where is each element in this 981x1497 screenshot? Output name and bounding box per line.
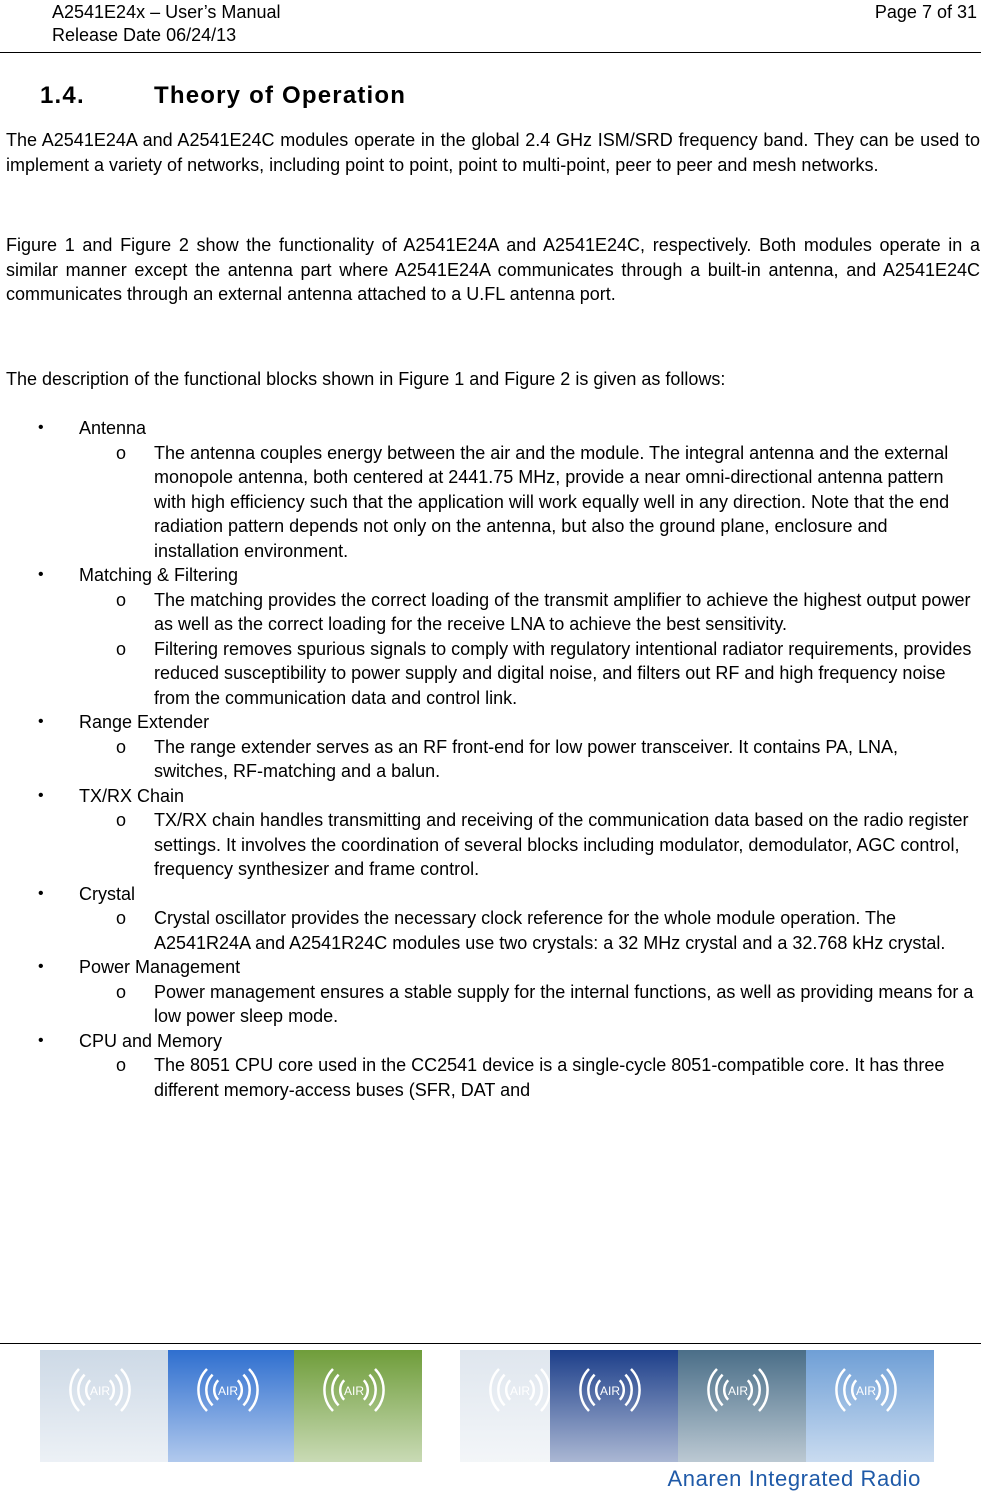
release-date: Release Date 06/24/13 [52, 25, 237, 45]
sub-item [0, 441, 981, 564]
bullet-item [0, 784, 981, 809]
sub-item-text: TX/RX chain handles transmitting and receiving of the communication data based on the radio register settings. It involves the coordination of several blocks including modulator, demodulator, AGC control, frequency synthesizer and frame control. [154, 810, 969, 879]
banner-tile-windsurf [550, 1350, 678, 1462]
paragraph-intro: The A2541E24A and A2541E24C modules operate in the global 2.4 GHz ISM/SRD frequency band. They can be used to implement a variety of networks, including point to point, point to multi-point, peer to peer and mesh networks. [6, 130, 980, 175]
sub-bullet-icon: o [116, 810, 127, 830]
sub-item-text: The 8051 CPU core used in the CC2541 device is a single-cycle 8051-compatible core. It has three different memory-access buses (SFR, DAT and [154, 1055, 945, 1100]
block-name: • Matching & Filtering [79, 565, 239, 585]
banner-tile-kayak [678, 1350, 806, 1462]
block-name: • Power Management [79, 957, 241, 977]
banner-tile-ski [168, 1350, 294, 1462]
sub-bullet-icon: o [116, 981, 127, 1002]
sub-item [0, 588, 981, 637]
section-number: 1.4. [40, 82, 85, 109]
sub-item-text: Crystal oscillator provides the necessary clock reference for the whole module operation. The A2541R24A and A2541R24C modules use two crystals: a 32 MHz crystal and a 32.768 kHz crystal. [154, 908, 946, 953]
paragraph-description: The description of the functional blocks shown in Figure 1 and Figure 2 is given as follows: [6, 369, 726, 389]
sub-item [0, 906, 981, 955]
bullet-item [0, 1029, 981, 1054]
air-badge-label: AIR [217, 1384, 239, 1398]
block-name: • Range Extender [79, 712, 210, 732]
bullet-item [0, 710, 981, 735]
sub-bullet-icon: o [116, 736, 127, 757]
sub-item [0, 735, 981, 784]
air-badge-label: AIR [599, 1384, 621, 1398]
functional-block-list [0, 416, 981, 1102]
sub-item [0, 637, 981, 711]
radio-waves-icon [294, 1350, 422, 1462]
banner-tile-bike [294, 1350, 422, 1462]
paragraph-figures: Figure 1 and Figure 2 show the functionality of A2541E24A and A2541E24C, respectively. Both modules operate in a similar manner except the antenna part where A2541E24A communicates through a built-in antenna, and A2541E24C communicates through an external antenna attached to a U.FL antenna port. [6, 235, 980, 304]
air-badge-label: AIR [343, 1384, 365, 1398]
sub-item-text: Power management ensures a stable supply for the internal functions, as well as providing means for a low power sleep mode. [154, 981, 974, 1026]
sub-item-text: The matching provides the correct loading of the transmit amplifier to achieve the highest output power as well as the correct loading for the receive LNA to achieve the best sensitivity. [154, 589, 971, 634]
sub-bullet-icon: o [116, 589, 127, 610]
sub-item-text: Filtering removes spurious signals to comply with regulatory intentional radiator requirements, provides reduced susceptibility to power supply and digital noise, and filters out RF and high frequency noise from the communication data and control link. [154, 638, 972, 708]
sub-item-text: The antenna couples energy between the air and the module. The integral antenna and the external monopole antenna, both centered at 2441.75 MHz, provide a near omni-directional antenna pattern with high efficiency such that the application will work equally well in any direction. Note that the end radiation pattern depends not only on the antenna, but also the ground plane, enclosure and installation environment. [154, 442, 950, 561]
radio-waves-icon [168, 1350, 294, 1462]
sub-bullet-icon: o [116, 1055, 127, 1075]
page-header [0, 0, 981, 53]
sub-item [0, 1053, 981, 1102]
radio-waves-icon [40, 1350, 168, 1462]
banner-tile-snowboard [40, 1350, 168, 1462]
document-title: A2541E24x – User’s Manual [52, 2, 281, 22]
radio-waves-icon [550, 1350, 678, 1462]
bullet-item [0, 955, 981, 980]
air-badge-label: AIR [509, 1384, 531, 1398]
block-name: • CPU and Memory [79, 1030, 223, 1051]
air-badge-label: AIR [855, 1384, 877, 1398]
sub-item [0, 808, 981, 882]
sub-item [0, 980, 981, 1029]
footer-divider [0, 1343, 981, 1344]
section-title: Theory of Operation [154, 82, 407, 109]
radio-waves-icon [806, 1350, 934, 1462]
brand-name: Anaren Integrated Radio [667, 1466, 921, 1491]
bullet-item [0, 882, 981, 907]
sub-bullet-icon: o [116, 442, 127, 463]
air-badge-label: AIR [89, 1384, 111, 1398]
block-name: • Crystal [79, 883, 136, 904]
section-heading [40, 80, 406, 112]
block-name: • Antenna [79, 418, 147, 438]
radio-waves-icon [678, 1350, 806, 1462]
page-number: Page 7 of 31 [874, 2, 977, 22]
radio-waves-icon [460, 1350, 550, 1462]
block-name: • TX/RX Chain [79, 785, 185, 806]
footer-banner [40, 1350, 934, 1462]
bullet-item [0, 563, 981, 588]
sub-item-text: The range extender serves as an RF front-end for low power transceiver. It contains PA, LNA, switches, RF-matching and a balun. [154, 736, 899, 781]
bullet-item [0, 416, 981, 441]
banner-tile-skate [806, 1350, 934, 1462]
banner-tile-snow [460, 1350, 550, 1462]
sub-bullet-icon: o [116, 638, 127, 659]
air-badge-label: AIR [727, 1384, 749, 1398]
sub-bullet-icon: o [116, 908, 127, 928]
